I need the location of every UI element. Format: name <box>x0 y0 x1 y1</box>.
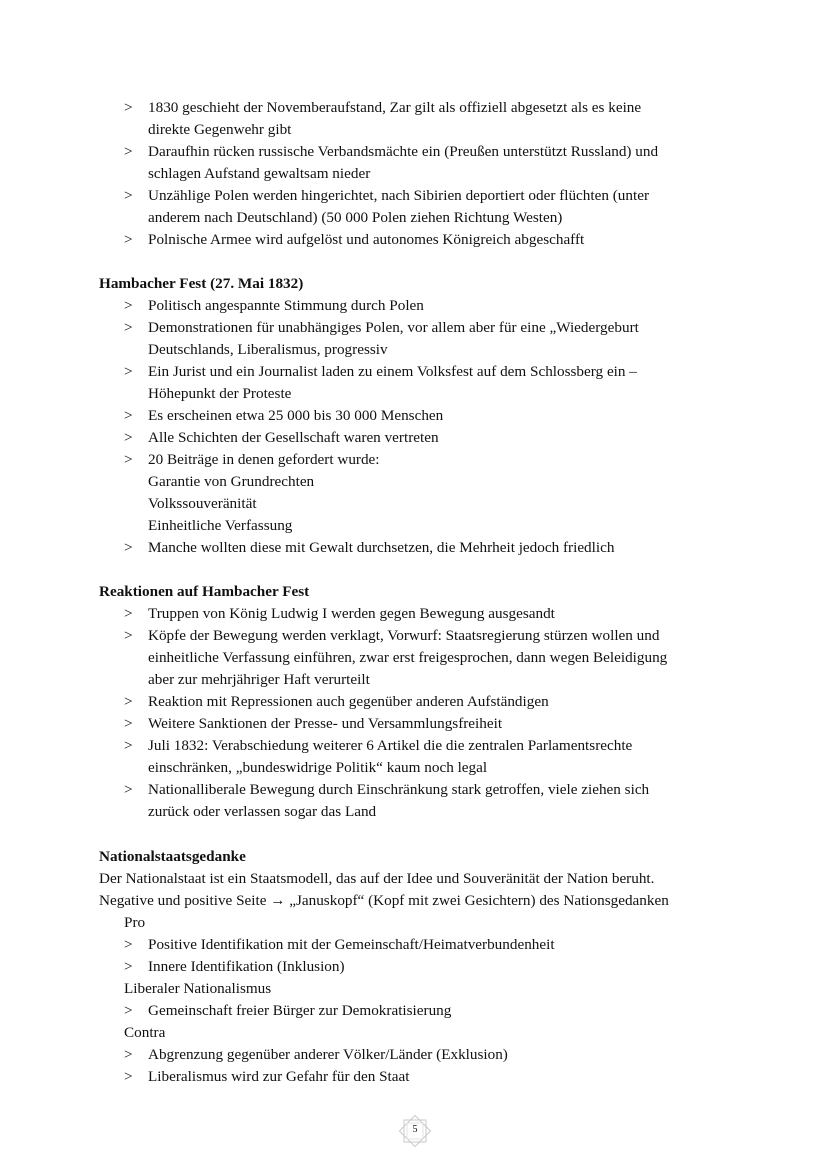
list-item-text: Unzählige Polen werden hingerichtet, nach Sibirien deportiert oder flüchten (unter <box>148 187 650 204</box>
bullet-marker: > <box>124 627 133 644</box>
list-item-text: Einheitliche Verfassung <box>148 517 293 534</box>
bullet-marker: > <box>124 693 133 710</box>
list-item-text: Truppen von König Ludwig I werden gegen Bewegung ausgesandt <box>148 605 555 622</box>
list-item-text: Demonstrationen für unabhängiges Polen, vor allem aber für eine „Wiedergeburt <box>148 319 639 336</box>
list-item-text: Köpfe der Bewegung werden verklagt, Vorwurf: Staatsregierung stürzen wollen und <box>148 627 660 644</box>
list-item-text: Politisch angespannte Stimmung durch Polen <box>148 297 424 314</box>
bullet-marker: > <box>124 1002 133 1019</box>
list-item-text: Liberalismus wird zur Gefahr für den Staat <box>148 1068 410 1085</box>
paragraph: Negative und positive Seite → „Januskopf“ (Kopf mit zwei Gesichtern) des Nationsgedanken <box>99 892 669 909</box>
list-item-text: Daraufhin rücken russische Verbandsmächte ein (Preußen unterstützt Russland) und <box>148 143 659 160</box>
sublist-label-liberal: Liberaler Nationalismus <box>124 980 272 997</box>
list-item-text: Weitere Sanktionen der Presse- und Versammlungsfreiheit <box>148 715 503 732</box>
section-heading: Nationalstaatsgedanke <box>99 848 246 865</box>
bullet-marker: > <box>124 1046 133 1063</box>
bullet-marker: > <box>124 363 133 380</box>
bullet-marker: > <box>124 429 133 446</box>
list-item-text: Deutschlands, Liberalismus, progressiv <box>148 341 388 358</box>
bullet-marker: > <box>124 605 133 622</box>
list-item-text: Juli 1832: Verabschiedung weiterer 6 Artikel die die zentralen Parlamentsrechte <box>148 737 633 754</box>
list-item-text: Polnische Armee wird aufgelöst und autonomes Königreich abgeschafft <box>148 231 585 248</box>
bullet-marker: > <box>124 297 133 314</box>
bullet-marker: > <box>124 99 133 116</box>
list-item-text: Garantie von Grundrechten <box>148 473 315 490</box>
list-item-text: Positive Identifikation mit der Gemeinschaft/Heimatverbundenheit <box>148 936 555 953</box>
list-item-text: 1830 geschieht der Novemberaufstand, Zar gilt als offiziell abgesetzt als es keine <box>148 99 642 116</box>
bullet-marker: > <box>124 451 133 468</box>
page-number <box>396 1112 434 1150</box>
list-item-text: anderem nach Deutschland) (50 000 Polen ziehen Richtung Westen) <box>148 209 563 226</box>
list-item-text: zurück oder verlassen sogar das Land <box>148 803 377 820</box>
list-item-text: direkte Gegenwehr gibt <box>148 121 292 138</box>
list-item-text: einschränken, „bundeswidrige Politik“ kaum noch legal <box>148 759 488 776</box>
bullet-marker: > <box>124 1068 133 1085</box>
list-item-text: schlagen Aufstand gewaltsam nieder <box>148 165 371 182</box>
list-item-text: 20 Beiträge in denen gefordert wurde: <box>148 451 380 468</box>
bullet-marker: > <box>124 936 133 953</box>
list-item-text: einheitliche Verfassung einführen, zwar erst freigesprochen, dann wegen Beleidigung <box>148 649 668 666</box>
bullet-marker: > <box>124 737 133 754</box>
list-item-text: Ein Jurist und ein Journalist laden zu einem Volksfest auf dem Schlossberg ein – <box>148 363 637 380</box>
sublist-label-contra: Contra <box>124 1024 166 1041</box>
list-item-text: Innere Identifikation (Inklusion) <box>148 958 345 975</box>
bullet-marker: > <box>124 143 133 160</box>
list-item-text: Gemeinschaft freier Bürger zur Demokratisierung <box>148 1002 452 1019</box>
bullet-marker: > <box>124 715 133 732</box>
bullet-marker: > <box>124 231 133 248</box>
list-item-text: Es erscheinen etwa 25 000 bis 30 000 Menschen <box>148 407 444 424</box>
bullet-marker: > <box>124 539 133 556</box>
list-item-text: Abgrenzung gegenüber anderer Völker/Länder (Exklusion) <box>148 1046 508 1063</box>
bullet-marker: > <box>124 958 133 975</box>
list-item-text: aber zur mehrjähriger Haft verurteilt <box>148 671 370 688</box>
list-item-text: Reaktion mit Repressionen auch gegenüber anderen Aufständigen <box>148 693 549 710</box>
bullet-marker: > <box>124 319 133 336</box>
list-item-text: Nationalliberale Bewegung durch Einschränkung stark getroffen, viele ziehen sich <box>148 781 650 798</box>
sublist-label-pro: Pro <box>124 914 146 931</box>
paragraph: Der Nationalstaat ist ein Staatsmodell, das auf der Idee und Souveränität der Nation beruht. <box>99 870 655 887</box>
list-item-text: Alle Schichten der Gesellschaft waren vertreten <box>148 429 439 446</box>
bullet-marker: > <box>124 781 133 798</box>
bullet-marker: > <box>124 187 133 204</box>
section-heading: Reaktionen auf Hambacher Fest <box>99 583 310 600</box>
bullet-marker: > <box>124 407 133 424</box>
list-item-text: Höhepunkt der Proteste <box>148 385 292 402</box>
page-number-text: 5 <box>412 1124 418 1135</box>
section-heading: Hambacher Fest (27. Mai 1832) <box>99 275 304 292</box>
list-item-text: Volkssouveränität <box>148 495 257 512</box>
list-item-text: Manche wollten diese mit Gewalt durchsetzen, die Mehrheit jedoch friedlich <box>148 539 615 556</box>
